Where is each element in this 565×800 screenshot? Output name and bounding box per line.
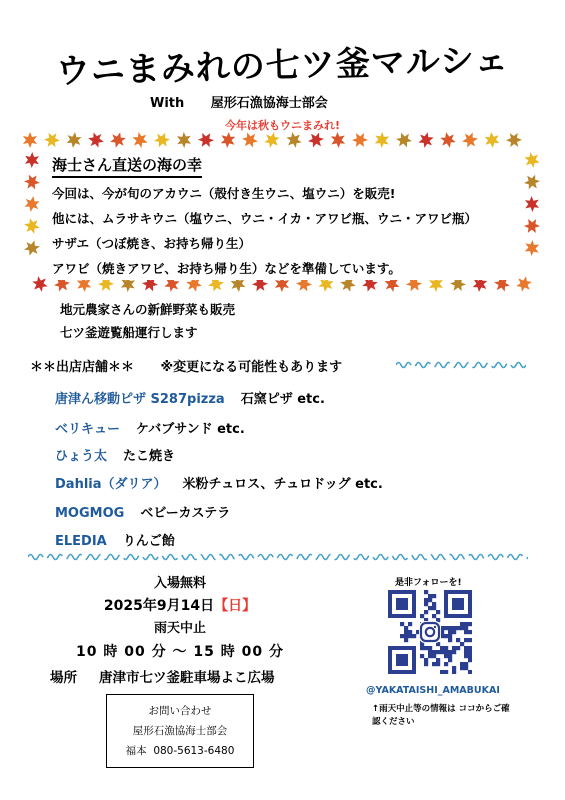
extra-vegetables: 地元農家さんの新鮮野菜も販売: [60, 302, 236, 317]
fresh-line-3: サザエ（つぼ焼き、お持ち帰り生）: [52, 236, 252, 251]
place-label: 場所: [50, 670, 77, 686]
event-place: [50, 666, 275, 686]
maple-leaf-icon: [196, 132, 216, 150]
contact-title: お問い合わせ: [148, 705, 212, 717]
shop-items: ケバブサンド etc.: [136, 422, 245, 437]
contact-box: [106, 694, 254, 768]
shop-row: [55, 473, 383, 492]
maple-leaf-icon: [522, 238, 542, 257]
shop-row: [55, 502, 230, 521]
contact-phone-line: [107, 743, 253, 758]
maple-leaf-icon: [87, 132, 106, 149]
maple-leaf-icon: [439, 132, 456, 149]
shop-items: りんご飴: [122, 534, 175, 549]
maple-leaf-icon: [23, 174, 40, 190]
fresh-line-2: 他には、ムラサキウニ（塩ウニ、ウニ・イカ・アワビ瓶、ウニ・アワビ瓶）: [52, 211, 478, 226]
maple-leaf-icon: [23, 238, 41, 258]
shops-header: [30, 356, 342, 375]
maple-leaf-icon: [484, 132, 500, 149]
maple-leaf-icon: [130, 132, 150, 149]
shops-note: ※変更になる可能性もあります: [160, 360, 343, 375]
event-time: 10 時 00 分 ～ 15 時 00 分: [76, 644, 284, 660]
maple-leaf-icon: [521, 149, 542, 170]
shop-items: たこ焼き: [123, 449, 176, 464]
maple-leaf-icon: [327, 132, 348, 150]
wave-divider-icon: [396, 360, 526, 370]
shop-items: ベビーカステラ: [140, 506, 231, 521]
maple-leaf-icon: [109, 132, 127, 150]
fresh-line-4: アワビ（焼きアワビ、お持ち帰り生）などを準備しています。: [52, 261, 401, 276]
rain-info-note: ↑雨天中止等の情報は ココからご確認ください: [372, 704, 510, 727]
shop-items: 石窯ピザ etc.: [240, 392, 325, 407]
maple-leaf-icon: [372, 132, 393, 150]
event-date-value: 2025年9月14日: [103, 598, 215, 614]
maple-leaf-icon: [283, 132, 304, 151]
entry-fee: 入場無料: [153, 576, 206, 591]
qr-code-icon[interactable]: [388, 590, 472, 674]
fresh-line-1: 今回は、今が旬のアカウニ（殻付き生ウニ、塩ウニ）を販売!: [52, 186, 396, 201]
follow-prompt: 是非フォローを!: [395, 578, 462, 588]
shop-row: [55, 388, 325, 407]
maple-leaf-icon: [239, 132, 260, 151]
shop-name: 唐津ん移動ピザ S287pizza: [55, 392, 225, 407]
page-title: ウニまみれの七ツ釜マルシェ: [55, 40, 510, 92]
maple-leaf-icon: [461, 132, 479, 148]
maple-leaf-icon: [66, 132, 82, 149]
shop-name: MOGMOG: [55, 506, 125, 521]
maple-leaf-icon: [23, 217, 42, 234]
maple-leaf-icon: [350, 132, 370, 150]
rain-cancel: 雨天中止: [153, 621, 206, 636]
maple-leaf-icon: [152, 132, 171, 150]
maple-leaf-icon: [174, 132, 195, 150]
shops-header-label: ＊＊出店店舗＊＊: [30, 360, 135, 375]
maple-leaf-icon: [24, 195, 41, 213]
maple-leaf-icon: [416, 132, 436, 149]
shop-name: Dahlia（ダリア）: [55, 477, 167, 492]
maple-leaf-icon: [522, 216, 542, 237]
maple-leaf-icon: [44, 132, 61, 147]
shop-items: 米粉チュロス、チュロドッグ etc.: [182, 477, 383, 492]
extra-boat-tour: 七ツ釜遊覧船運行します: [60, 325, 198, 340]
contact-person: 福本: [125, 745, 147, 757]
shop-row: [55, 418, 245, 437]
maple-leaf-icon: [506, 133, 522, 148]
tagline: 今年は秋もウニまみれ!: [224, 119, 341, 132]
wave-divider-icon: [28, 552, 528, 562]
maple-leaf-icon: [306, 132, 327, 151]
contact-phone[interactable]: 080-5613-6480: [153, 745, 235, 757]
maple-leaf-icon: [217, 132, 238, 150]
shop-row: [55, 445, 175, 464]
shop-name: ベリキュー: [55, 422, 121, 437]
collaboration-line: [150, 92, 328, 111]
with-label: With: [150, 96, 185, 111]
fresh-seafood-heading: 海士さん直送の海の幸: [52, 154, 202, 178]
maple-leaf-icon: [23, 132, 37, 148]
organizer-name: 屋形石漁協海士部会: [210, 96, 328, 111]
contact-org: 屋形石漁協海士部会: [132, 725, 228, 737]
shop-name: ELEDIA: [55, 534, 107, 549]
instagram-handle[interactable]: @YAKATAISHI_AMABUKAI: [366, 685, 500, 696]
shop-row: [55, 530, 175, 549]
maple-leaf-icon: [522, 171, 542, 192]
event-date: [40, 595, 320, 615]
event-day: 【日】: [214, 598, 257, 614]
place-value: 唐津市七ツ釜駐車場よこ広場: [99, 670, 275, 686]
shop-name: ひょう太: [55, 449, 108, 464]
maple-leaf-icon: [261, 132, 282, 151]
maple-leaf-icon: [25, 152, 40, 168]
maple-leaf-icon: [521, 194, 542, 214]
maple-leaf-icon: [395, 132, 414, 150]
